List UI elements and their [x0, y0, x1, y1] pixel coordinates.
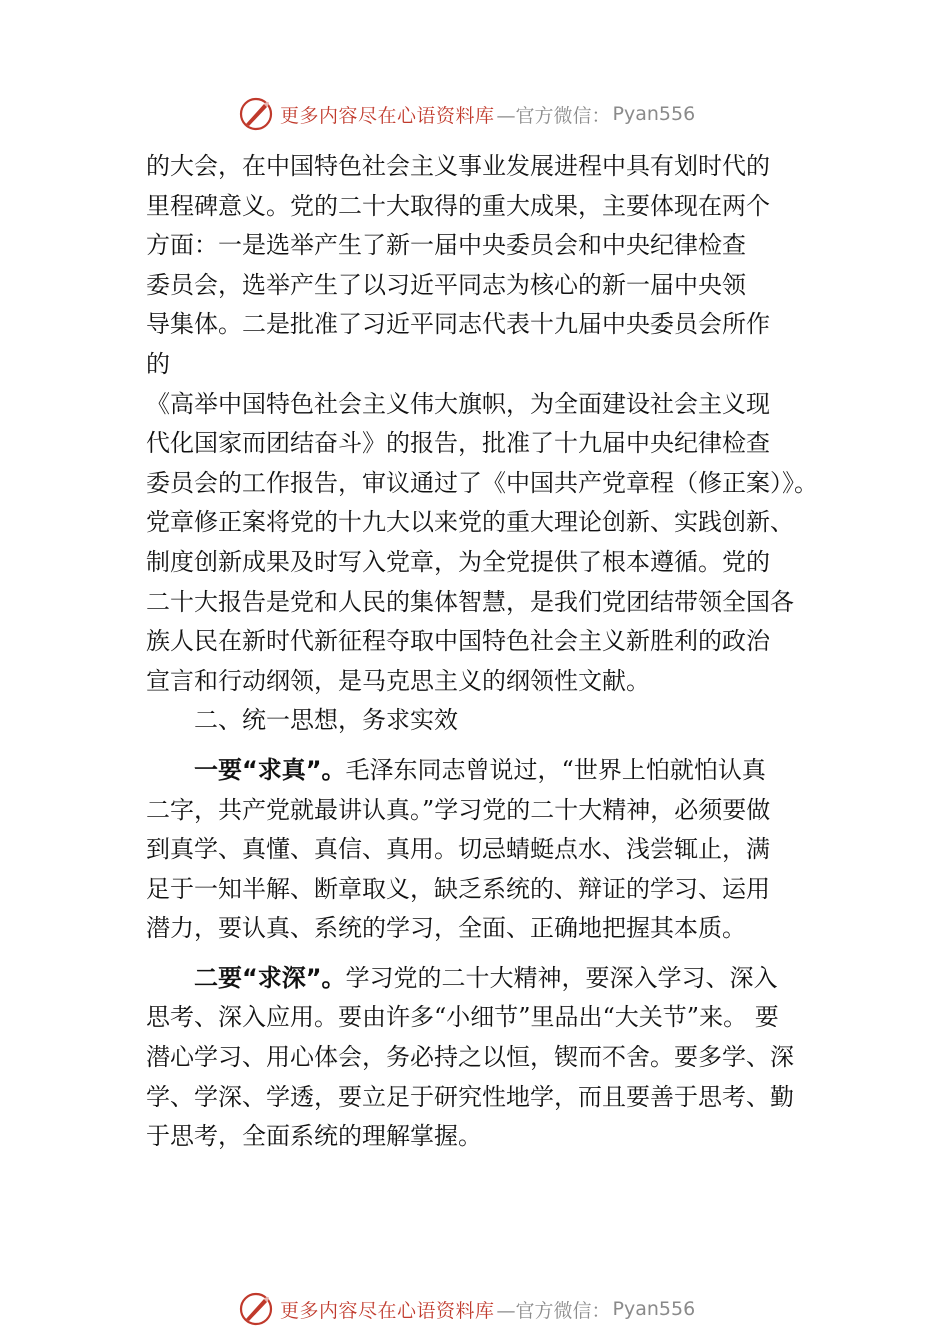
watermark-gray-text: —官方微信： [496, 1299, 611, 1322]
text-line: 委员会的工作报告，审议通过了《中国共产党章程（修正案）》。 [146, 468, 818, 497]
text-line: 党章修正案将党的十九大以来党的重大理论创新、实践创新、 [146, 508, 794, 537]
watermark-header [238, 94, 695, 134]
paragraph-3 [146, 959, 846, 1157]
watermark-gray-text: —官方微信： [496, 104, 611, 127]
text-line: 二字，共产党就最讲认真。”学习党的二十大精神，必须要做 [146, 795, 771, 824]
paragraph-1 [146, 147, 846, 701]
text-line: 委员会，选举产生了以习近平同志为核心的新一届中央领 [146, 270, 746, 299]
text-line: 方面：一是选举产生了新一届中央委员会和中央纪律检查 [146, 231, 746, 260]
first-line-rest: 毛泽东同志曾说过，“世界上怕就怕认真 [345, 755, 766, 784]
text-line: 宣言和行动纲领，是马克思主义的纲领性文献。 [146, 666, 650, 695]
paragraph-first-line [146, 751, 846, 791]
bold-lead: 二要“求深”。 [194, 963, 346, 992]
text-line: 的大会，在中国特色社会主义事业发展进程中具有划时代的 [146, 152, 770, 180]
quill-pen-logo-icon [238, 96, 274, 132]
watermark-wechat-id: Pyan556 [612, 1298, 696, 1320]
watermark-red-text: 更多内容尽在心语资料库 [280, 104, 495, 127]
watermark-footer [238, 1289, 695, 1329]
text-line: 潜心学习、用心体会，务必持之以恒，锲而不舍。要多学、深 [146, 1043, 794, 1072]
text-line: 学、学深、学透，要立足于研究性地学，而且要善于思考、勤 [146, 1082, 794, 1111]
text-line: 代化国家而团结奋斗》的报告，批准了十九届中央纪律检查 [146, 429, 770, 458]
bold-lead: 一要“求真”。 [194, 755, 346, 784]
text-line: 导集体。二是批准了习近平同志代表十九届中央委员会所作 [146, 310, 770, 339]
text-line: 思考、深入应用。要由许多“小细节”里品出“大关节”来。 要 [146, 1003, 779, 1032]
text-line: 潜力，要认真、系统的学习，全面、正确地把握其本质。 [146, 914, 746, 943]
document-body [146, 147, 846, 1157]
text-line: 制度创新成果及时写入党章，为全党提供了根本遵循。党的 [146, 547, 770, 576]
text-line: 足于一知半解、断章取义，缺乏系统的、辩证的学习、运用 [146, 874, 770, 903]
text-line: 《高举中国特色社会主义伟大旗帜，为全面建设社会主义现 [146, 389, 770, 418]
watermark-red-text: 更多内容尽在心语资料库 [280, 1299, 495, 1322]
watermark-wechat-id: Pyan556 [612, 103, 696, 125]
text-line: 族人民在新时代新征程夺取中国特色社会主义新胜利的政治 [146, 627, 770, 656]
text-line: 二十大报告是党和人民的集体智慧，是我们党团结带领全国各 [146, 587, 794, 616]
first-line-rest: 学习党的二十大精神，要深入学习、深入 [345, 963, 778, 992]
text-line: 里程碑意义。党的二十大取得的重大成果，主要体现在两个 [146, 191, 770, 220]
text-line: 于思考，全面系统的理解掌握。 [146, 1122, 482, 1151]
text-line: 到真学、真懂、真信、真用。切忌蜻蜓点水、浅尝辄止，满 [146, 835, 770, 864]
quill-pen-logo-icon [238, 1291, 274, 1327]
paragraph-2 [146, 751, 846, 949]
section-heading: 二、统一思想，务求实效 [194, 706, 458, 735]
text-line: 的 [146, 349, 170, 378]
paragraph-first-line [146, 959, 846, 999]
